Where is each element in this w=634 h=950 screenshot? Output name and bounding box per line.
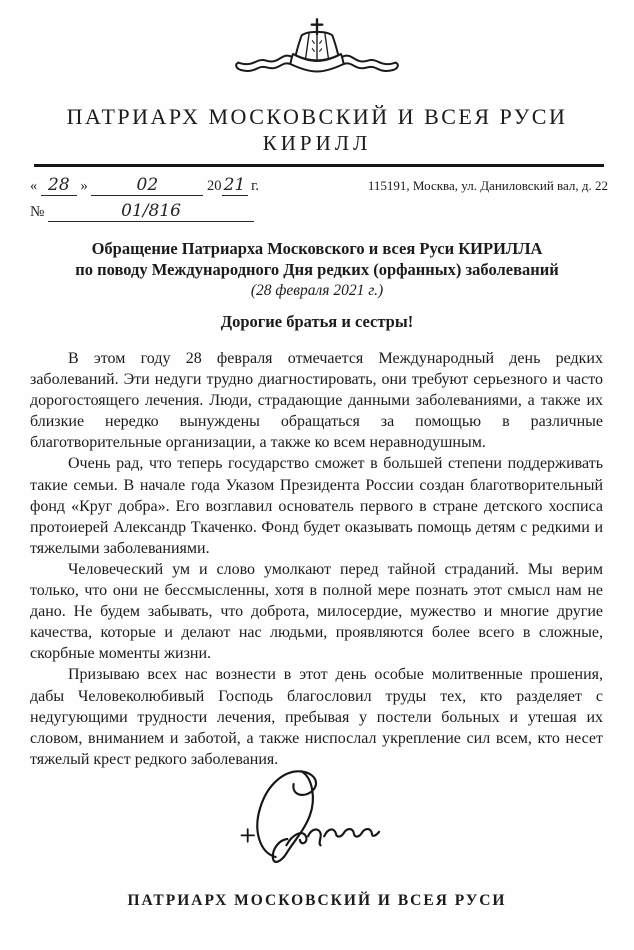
paragraph-2: Очень рад, что теперь государство сможет в большей степени поддерживать такие семьи. В начале года Указом Президента России создан благотворительный фонд «Круг добра». Его возглавил основатель первого в стране детского хосписа протоиерей Александр Ткаченко. Фонд будет оказывать помощь детям с редкими и тяжелыми заболеваниями. — [30, 455, 603, 557]
letterhead-address: 115191, Москва, ул. Даниловский вал, д. 22 — [367, 178, 608, 193]
date-day-handwritten: 28 — [48, 175, 70, 195]
letterhead-divider — [34, 164, 604, 167]
footer-title: ПАТРИАРХ МОСКОВСКИЙ И ВСЕЯ РУСИ — [127, 892, 507, 909]
date-line — [30, 175, 259, 196]
document-title-date: (28 февраля 2021 г.) — [250, 282, 384, 299]
document-title-line1: Обращение Патриарха Московского и всея Руси КИРИЛЛА — [91, 239, 543, 258]
date-century: 20 — [207, 178, 222, 194]
number-line — [30, 201, 254, 222]
paragraph-3: Человеческий ум и слово умолкают перед тайной страданий. Мы верим только, что они не бессмысленны, хотя в полной мере познать этот смысл нам не дано. Не будем забывать, что доброта, милосердие, мужество и многие другие качества, которые и делают нас людьми, проявляются более всего в сложные, скорбные моменты жизни. — [30, 560, 603, 663]
date-year-handwritten: 21 — [223, 175, 246, 195]
letterhead-title — [0, 104, 634, 156]
number-value-handwritten: 01/816 — [121, 201, 181, 221]
date-quote-open: « — [30, 178, 38, 194]
salutation: Дорогие братья и сестры! — [220, 312, 414, 331]
patriarchal-crown-emblem-icon — [217, 14, 417, 98]
kirill-autograph-icon — [222, 758, 412, 884]
reference-row — [30, 175, 608, 196]
date-year-suffix: г. — [251, 178, 260, 194]
signature — [222, 758, 412, 884]
letterhead-title-line1: ПАТРИАРХ МОСКОВСКИЙ И ВСЕЯ РУСИ — [66, 104, 568, 129]
document-title — [20, 238, 614, 301]
date-month-handwritten: 02 — [136, 175, 159, 195]
letter-body — [30, 348, 603, 770]
letterhead-title-line2: КИРИЛЛ — [262, 131, 372, 155]
document-title-line2: по поводу Международного Дня редких (орфанных) заболеваний — [75, 260, 559, 279]
paragraph-1: В этом году 28 февраля отмечается Международный день редких заболеваний. Эти недуги трудно диагностировать, они требуют серьезного и часто дорогостоящего лечения. Люди, страдающие данными заболеваниями, а также их близкие нередко вынуждены обращаться за помощью в различные благотворительные организации, а также ко всем неравнодушным. — [30, 350, 603, 452]
paragraph-4: Призываю всех нас вознести в этот день особые молитвенные прошения, дабы Человеколюбивый Господь благословил труды тех, кто разделяет с недугующими трудности лечения, пребывая у постели больных и утешая их словом, вниманием и заботой, а также ниспослал укрепление сил всем, кто несет тяжелый крест редкого заболевания. — [30, 666, 603, 768]
date-quote-close: » — [80, 178, 88, 194]
number-label: № — [30, 204, 45, 220]
